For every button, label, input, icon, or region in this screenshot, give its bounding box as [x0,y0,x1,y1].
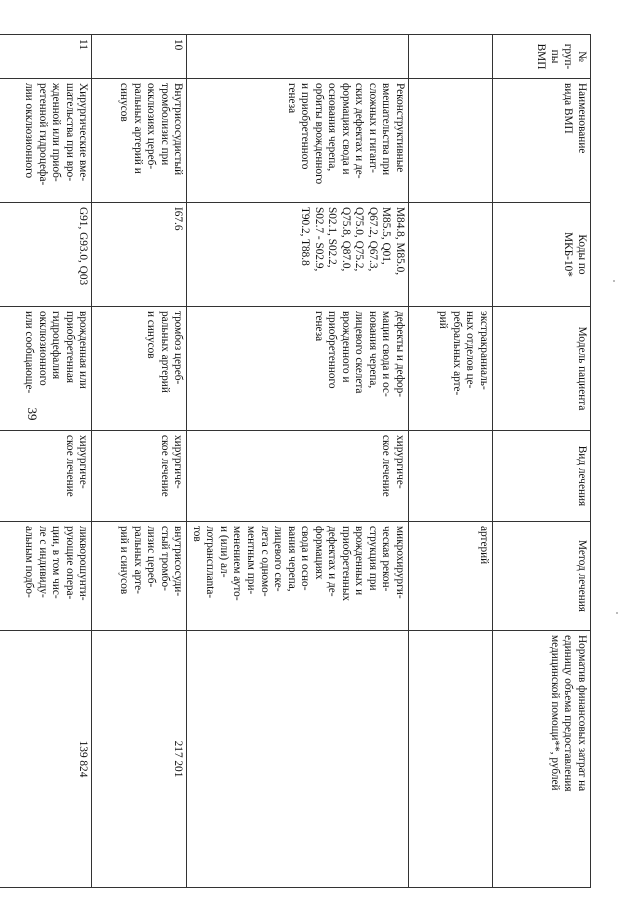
page-number: 39 [25,407,40,421]
cell-codes: I67.6 [92,203,187,307]
cell-cost [187,631,409,888]
cell-name: Реконструктивные вмешательства при сложных и гигант- ских дефектах и де- формациях свода и основания черепа, орбиты врожденного и приобретенного генеза [187,79,409,203]
table-row [92,35,187,888]
header-name: Наименование вида ВМП [493,79,591,203]
header-cost: Норматив финансовых затрат на единицу объема предоставления медицинской помощи**, рублей [493,631,591,888]
cell-cost [409,631,493,888]
cell-model: дефекты и дефор- мации свода и ос- нования черепа, лицевого скелета врожденного и приобретенного генеза [187,307,409,431]
header-model: Модель пациента [493,307,591,431]
header-type: Вид лечения [493,431,591,522]
cell-codes: G91, G93.0, Q03 [0,203,92,307]
cell-method: микрохирурги- ческая рекон- струкция при врожденных и приобретенных дефектах и де- формациях свода и осно- вания черепа, лицевого ске- лета с одномо- ментным при- менением ауто- и (или) ал- лотрансплanta- тов [187,522,409,631]
scan-speck [613,280,615,282]
cell-name [409,79,493,203]
cell-model: экстракраниаль- ных отделов це- ребральных арте- рий [409,307,493,431]
cell-codes: M84.8, M85.0, M85.5, Q01, Q67.2, Q67.3, Q75.0, Q75.2, Q75.8, Q87.0, S02.1, S02.2, S02.7 - S02.9, T90.2, T88.8 [187,203,409,307]
cell-model: врожденная или приобретенная гидроцефалия окклюзионного или сообщающе- [0,307,92,431]
cell-method: внутрисосуди- стый тромбо- лизис цереб- ральных арте- рий и синусов [92,522,187,631]
cell-name: Внутрисосудистый тромболизис при окклюзиях цереб- ральных артерий и синусов [92,79,187,203]
cell-type [409,431,493,522]
cell-type: хирургиче- ское лечение [0,431,92,522]
table-header-row [493,35,591,888]
cell-group [187,35,409,79]
header-method: Метод лечения [493,522,591,631]
cell-type: хирургиче- ское лечение [92,431,187,522]
header-codes: Коды по МКБ-10* [493,203,591,307]
rotated-table-container [23,34,591,824]
scan-speck [616,612,618,614]
cell-name: Хирургические вме- шательства при вро- жденной или приоб- ретенной гидроцефа- лии окклюзионного [0,79,92,203]
cell-cost: 217 201 [92,631,187,888]
cell-method: артерий [409,522,493,631]
header-group: № груп- пы ВМП [493,35,591,79]
cell-type: хирургиче- ское лечение [187,431,409,522]
table-row [187,35,409,888]
cell-method: ликворошунти- рующие опера- ции, в том чис- ле с индивиду- альным подбо- [0,522,92,631]
cell-cost: 139 824 [0,631,92,888]
cell-model: тромбоз цереб- ральных артерий и синусов [92,307,187,431]
cell-group: 11 [0,35,92,79]
table-row [409,35,493,888]
cell-group: 10 [92,35,187,79]
vmp-table [0,34,591,888]
table-row [0,35,92,888]
cell-group [409,35,493,79]
cell-codes [409,203,493,307]
